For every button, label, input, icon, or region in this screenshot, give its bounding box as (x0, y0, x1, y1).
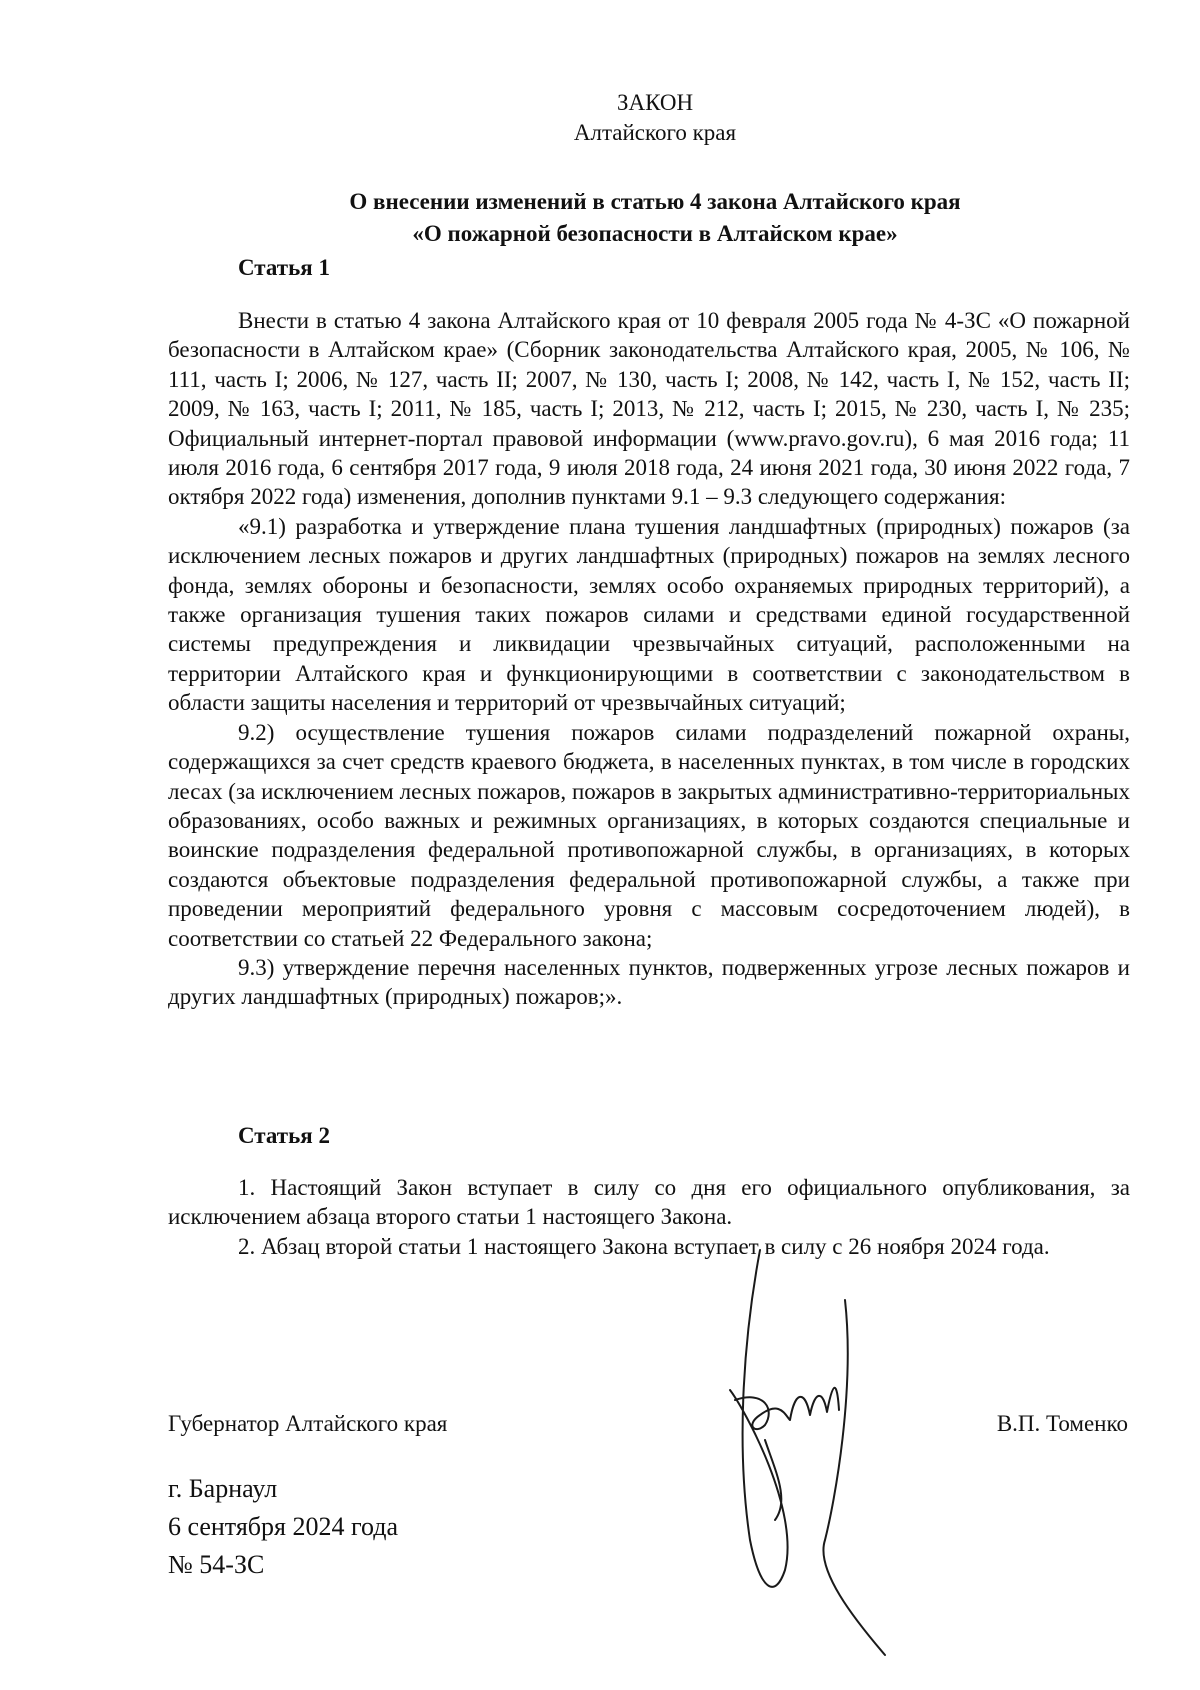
article2-item-2: 2. Абзац второй статьи 1 настоящего Закона вступает в силу с 26 ноября 2024 года. (238, 1233, 1050, 1259)
signatory-name: В.П. Томенко (996, 1411, 1128, 1436)
article1-item-9-2: 9.2) осуществление тушения пожаров силами подразделений пожарной охраны, содержащихся за счет средств краевого бюджета, в населенных пунктах, в том числе в городских лесах (за исключением лесных пожаров, пожаров в закрытых административно-территориальных образованиях, особо важных и режимных организациях, в которых создаются специальные и воинские подразделения федеральной противопожарной службы, в организациях, в которых создаются объектовые подразделения федеральной противопожарной службы, а также при проведении мероприятий федерального уровня с массовым сосредоточением людей), в соответствии со статьей 22 Федерального закона; (168, 719, 1130, 951)
law-title-line1: О внесении изменений в статью 4 закона Алтайского края (349, 189, 961, 214)
law-word: ЗАКОН (616, 90, 694, 115)
footer-number: № 54-ЗС (168, 1550, 265, 1579)
article2-body (168, 1173, 1130, 1261)
article2-item-1: 1. Настоящий Закон вступает в силу со дня его официального опубликования, за исключением абзаца второго статьи 1 настоящего Закона. (168, 1175, 1130, 1230)
signatory-position: Губернатор Алтайского края (168, 1411, 448, 1436)
article1-heading: Статья 1 (238, 255, 330, 280)
article1-body (168, 306, 1130, 1012)
article1-item-9-1: «9.1) разработка и утверждение плана тушения ландшафтных (природных) пожаров (за исключением лесных пожаров и других ландшафтных (природных) пожаров на землях лесного фонда, землях обороны и безопасности, землях особо охраняемых природных территорий), а также организация тушения таких пожаров силами и средствами единой государственной системы предупреждения и ликвидации чрезвычайных ситуаций, расположенными на территории Алтайского края и функционирующими в соответствии с законодательством в области защиты населения и территорий от чрезвычайных ситуаций; (168, 513, 1130, 716)
footer-city: г. Барнаул (168, 1474, 278, 1503)
article1-item-9-3: 9.3) утверждение перечня населенных пунктов, подверженных угрозе лесных пожаров и других ландшафтных (природных) пожаров;». (168, 954, 1130, 1010)
article1-intro: Внести в статью 4 закона Алтайского края от 10 февраля 2005 года № 4-ЗС «О пожарной безопасности в Алтайском крае» (Сборник законодательства Алтайского края, 2005, № 106, № 111, часть I; 2006, № 127, часть II; 2007, № 130, часть I; 2008, № 142, часть I, № 152, часть II; 2009, № 163, часть I; 2011, № 185, часть I; 2013, № 212, часть I; 2015, № 230, часть I, № 235; Официальный интернет-портал правовой информации (www.pravo.gov.ru), 6 мая 2016 года; 11 июля 2016 года, 6 сентября 2017 года, 9 июля 2018 года, 24 июня 2021 года, 30 июня 2022 года, 7 октября 2022 года) изменения, дополнив пунктами 9.1 – 9.3 следующего содержания: (168, 308, 1130, 510)
footer-date: 6 сентября 2024 года (168, 1512, 399, 1541)
handwritten-signature (705, 1240, 925, 1660)
document-footer (168, 1470, 398, 1584)
document-heading (160, 88, 1150, 250)
law-title-line2: «О пожарной безопасности в Алтайском крае» (412, 221, 898, 246)
region-name: Алтайского края (573, 120, 737, 145)
article2-heading: Статья 2 (238, 1123, 330, 1148)
